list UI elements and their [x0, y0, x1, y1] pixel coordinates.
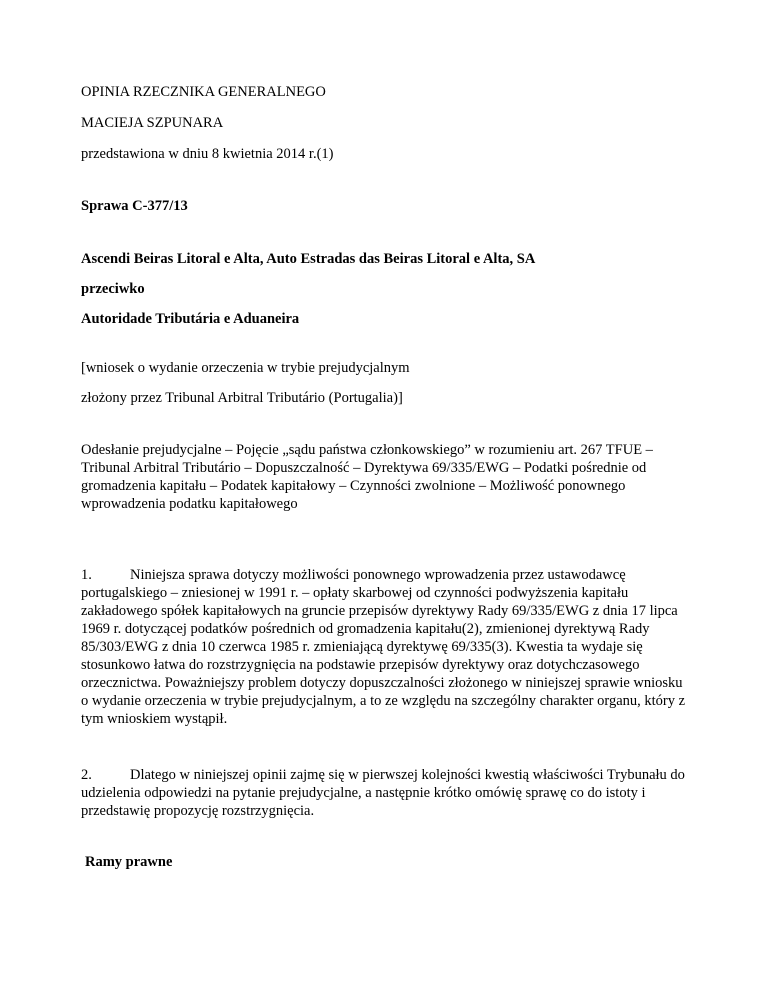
versus-label: przeciwko	[81, 281, 145, 297]
paragraph-text: Niniejsza sprawa dotyczy możliwości ponownego wprowadzenia przez ustawodawcę portugalskiego – zniesionej w 1991 r. – opłaty skarbowej od czynności podwyższenia kapitału zakładowego spółek kapitałowych na gruncie przepisów dyrektywy Rady 69/335/EWG z dnia 17 lipca 1969 r. dotyczącej podatków pośrednich od gromadzenia kapitału(2), zmienionej dyrektywą Rady 85/303/EWG z dnia 10 czerwca 1985 r. zmieniającą dyrektywę 69/335(3). Kwestia ta wydaje się stosunkowo łatwa do rozstrzygnięcia na podstawie przepisów dyrektywy oraz dotychczasowego orzecznictwa. Poważniejszy problem dotyczy dopuszczalności złożonego w niniejszej sprawie wniosku o wydanie orzeczenia w trybie prejudycjalnym, a to ze względu na szczególny charakter organu, który z tym wnioskiem wystąpił.	[81, 567, 686, 727]
opinion-title: OPINIA RZECZNIKA GENERALNEGO	[81, 84, 326, 100]
paragraph-1	[81, 566, 693, 728]
case-number: Sprawa C‑377/13	[81, 198, 188, 214]
reference-line-2: złożony przez Tribunal Arbitral Tributário (Portugalia)]	[81, 390, 403, 406]
case-parties: Ascendi Beiras Litoral e Alta, Auto Estradas das Beiras Litoral e Alta, SA	[81, 251, 536, 267]
case-defendant: Autoridade Tributária e Aduaneira	[81, 311, 300, 327]
delivery-date: przedstawiona w dniu 8 kwietnia 2014 r.(1)	[81, 146, 334, 162]
section-heading: Ramy prawne	[85, 854, 173, 870]
keywords-block	[81, 441, 693, 513]
advocate-general-name: MACIEJA SZPUNARA	[81, 115, 224, 131]
paragraph-number: 2.	[81, 767, 92, 783]
reference-line-1: [wniosek o wydanie orzeczenia w trybie prejudycjalnym	[81, 360, 410, 376]
paragraph-number: 1.	[81, 567, 92, 583]
paragraph-2	[81, 766, 693, 820]
keywords-text: Odesłanie prejudycjalne – Pojęcie „sądu państwa członkowskiego” w rozumieniu art. 267 TFUE – Tribunal Arbitral Tributário – Dopuszczalność – Dyrektywa 69/335/EWG – Podatki pośrednie od gromadzenia kapitału – Podatek kapitałowy – Czynności zwolnione – Możliwość ponownego wprowadzenia podatku kapitałowego	[81, 442, 653, 512]
paragraph-text: Dlatego w niniejszej opinii zajmę się w pierwszej kolejności kwestią właściwości Trybunału do udzielenia odpowiedzi na pytanie prejudycjalne, a następnie krótko omówię sprawę co do istoty i przedstawię propozycję rozstrzygnięcia.	[81, 767, 685, 819]
